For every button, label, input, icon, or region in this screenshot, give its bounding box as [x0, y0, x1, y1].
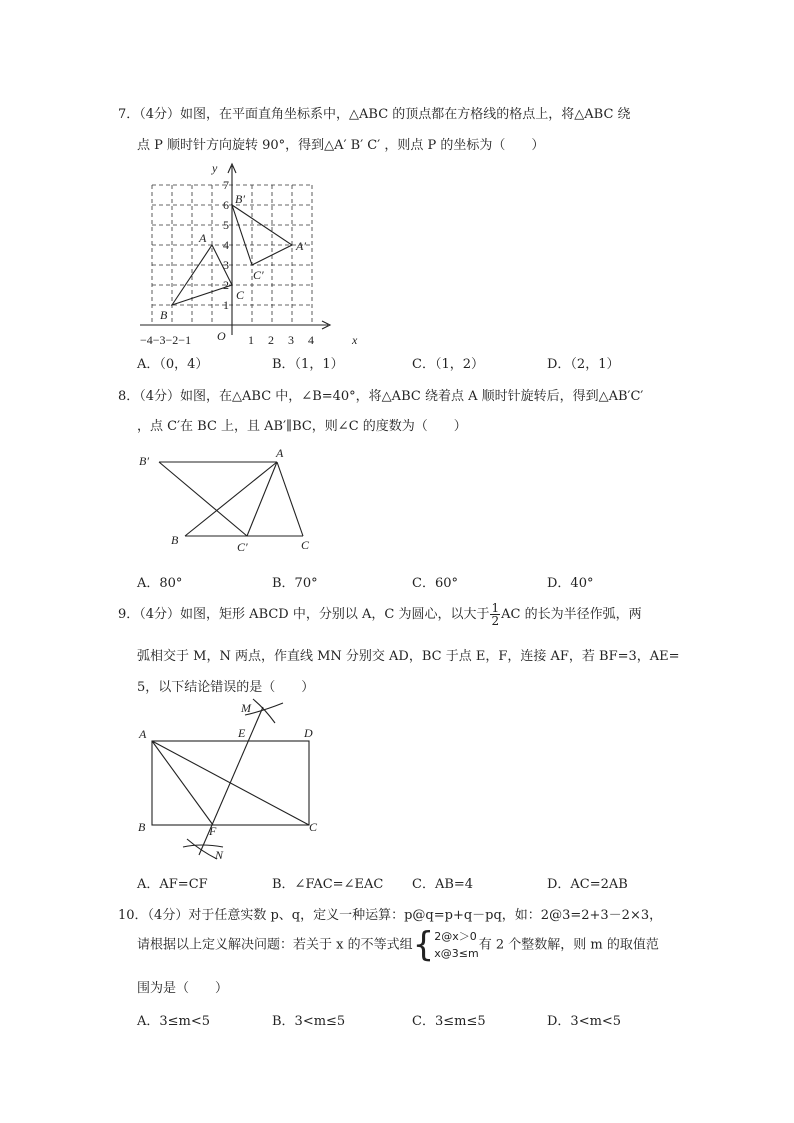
q10-option-c[interactable]: C．3≤m≤5	[412, 1014, 486, 1029]
q9-stem-line1-post: AC 的长为半径作弧，两	[501, 607, 642, 622]
q7-label-B-prime: B′	[235, 192, 245, 206]
q7-x-tick: 2	[268, 333, 274, 347]
q8-label-B-prime: B′	[139, 454, 149, 468]
q9-stem-line1	[118, 602, 642, 627]
q9-label-C: C	[309, 820, 318, 834]
q7-axis-x-label: x	[352, 333, 358, 347]
q7-y-tick: 7	[223, 178, 229, 192]
q9-option-c[interactable]: C．AB=4	[412, 877, 474, 892]
q10-stem-line2-pre: 请根据以上定义解决问题：若关于 x 的不等式组	[137, 937, 413, 953]
q7-option-d[interactable]: D．（2，1）	[547, 357, 620, 372]
q8-option-a[interactable]: A．80°	[137, 576, 183, 591]
q9-stem-line3: 5，以下结论错误的是（ ）	[137, 680, 315, 695]
q9-label-M: M	[241, 701, 251, 715]
q9-fraction-half	[490, 602, 500, 627]
q10-stem-line3: 围为是（ ）	[137, 981, 229, 996]
q10-stem-line1: 10．（4分）对于任意实数 p、q，定义一种运算：p@q=p+q－pq，如：2@3=2+3－2×3，	[118, 908, 663, 923]
q7-label-A-prime: A′	[296, 239, 306, 253]
q7-label-C-prime: C′	[253, 268, 264, 282]
q7-y-tick: 4	[223, 238, 229, 252]
q7-option-a[interactable]: A．（0，4）	[137, 357, 209, 372]
q10-stem-line2	[137, 925, 659, 965]
q7-label-B: B	[160, 308, 168, 322]
q8-label-B: B	[171, 533, 179, 547]
q8-label-A: A	[276, 446, 284, 460]
q9-stem-line1-pre: 9．（4分）如图，矩形 ABCD 中，分别以 A，C 为圆心，以大于	[118, 607, 490, 622]
q10-inequality-system	[434, 928, 478, 962]
q10-left-brace: {	[412, 925, 435, 965]
q9-fraction-denominator: 2	[491, 614, 500, 628]
q9-option-d[interactable]: D．AC=2AB	[547, 877, 628, 892]
q10-stem-line2-post: 有 2 个整数解，则 m 的取值范	[478, 937, 659, 953]
q7-label-C: C	[236, 288, 245, 302]
q7-y-tick: 1	[223, 298, 229, 312]
q9-option-b[interactable]: B．∠FAC=∠EAC	[272, 877, 384, 892]
q8-stem-line1: 8．（4分）如图，在△ABC 中，∠B=40°，将△ABC 绕着点 A 顺时针旋转后，得到△AB′C′	[118, 389, 644, 404]
q7-x-tick: 3	[288, 333, 294, 347]
q8-label-C-prime: C′	[237, 540, 248, 554]
q7-coordinate-figure	[140, 160, 370, 350]
q8-label-C: C	[301, 538, 310, 552]
q9-label-D: D	[304, 726, 313, 740]
q9-stem-line2: 弧相交于 M，N 两点，作直线 MN 分别交 AD，BC 于点 E，F，连接 AF，若 BF=3，AE=	[137, 649, 680, 664]
q10-option-d[interactable]: D．3<m<5	[547, 1014, 622, 1029]
q9-label-E: E	[238, 726, 246, 740]
q7-y-tick: 2	[223, 278, 229, 292]
q9-label-B: B	[138, 820, 146, 834]
q7-y-tick: 6	[223, 198, 229, 212]
q8-option-d[interactable]: D．40°	[547, 576, 594, 591]
q7-stem-line1: 7．（4分）如图，在平面直角坐标系中，△ABC 的顶点都在方格线的格点上，将△ABC 绕	[118, 107, 631, 122]
q7-option-c[interactable]: C．（1，2）	[412, 357, 484, 372]
q9-fraction-numerator: 1	[491, 601, 500, 615]
q7-x-tick: 4	[308, 333, 314, 347]
q7-origin-label: O	[217, 329, 226, 343]
q9-label-A: A	[139, 727, 147, 741]
q8-option-c[interactable]: C．60°	[412, 576, 458, 591]
q8-stem-line2: ，点 C′在 BC 上，且 AB′∥BC，则∠C 的度数为（ ）	[137, 419, 467, 434]
q10-inequality-2: x@3≤m	[434, 947, 479, 960]
q10-inequality-1: 2@x＞0	[434, 930, 477, 943]
q8-option-b[interactable]: B．70°	[272, 576, 318, 591]
q9-label-N: N	[215, 848, 224, 862]
q7-stem-line2: 点 P 顺时针方向旋转 90°，得到△A′ B′ C′ ，则点 P 的坐标为（ ）	[137, 138, 545, 153]
q9-label-F: F	[209, 824, 217, 838]
q7-option-b[interactable]: B．（1，1）	[272, 357, 344, 372]
q9-option-a[interactable]: A．AF=CF	[137, 877, 208, 892]
q7-y-tick: 3	[223, 258, 229, 272]
q7-x-ticks-negative: −4−3−2−1	[140, 333, 192, 347]
q7-label-A: A	[199, 231, 207, 245]
q9-rectangle-figure	[137, 695, 347, 865]
q10-option-b[interactable]: B．3<m≤5	[272, 1014, 346, 1029]
q7-x-tick: 1	[248, 333, 254, 347]
q8-triangle-figure	[137, 444, 337, 564]
q10-option-a[interactable]: A．3≤m<5	[137, 1014, 211, 1029]
q7-axis-y-label: y	[212, 161, 218, 175]
q7-y-tick: 5	[223, 218, 229, 232]
